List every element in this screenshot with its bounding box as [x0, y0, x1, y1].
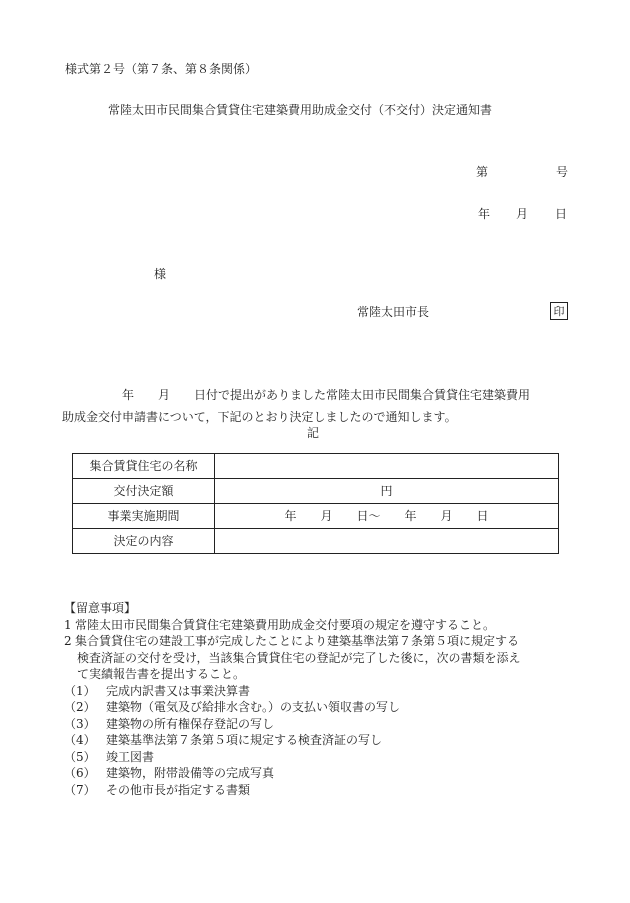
notes-heading-text: 【留意事項】 — [64, 601, 137, 615]
body-line-1: 年 月 日付で提出がありました常陸太田市民間集合賃貸住宅建築費用 — [62, 388, 531, 402]
decision-table — [72, 453, 559, 554]
list-marker: （7） — [64, 782, 96, 797]
list-marker: （1） — [64, 683, 96, 698]
list-item — [64, 782, 604, 799]
note-item-2-cont — [64, 650, 604, 667]
list-text: 建築物（電気及び給排水含む。）の支払い領収書の写し — [106, 700, 401, 714]
list-marker: （6） — [64, 766, 96, 780]
body-line-2: 助成金交付申請書について，下記のとおり決定しましたので通知します。 — [62, 410, 457, 424]
note-text: 検査済証の交付を受け，当該集合賃貸住宅の登記が完了した後に，次の書類を添え — [77, 650, 521, 665]
list-item — [64, 699, 604, 716]
note-item-2-cont — [64, 666, 604, 683]
note-text: 常陸太田市民間集合賃貸住宅建築費用助成金交付要項の規定を遵守すること。 — [75, 617, 496, 632]
list-item — [64, 749, 604, 766]
row-value-period: 年 月 日～ 年 月 日 — [215, 504, 559, 529]
table-row — [73, 529, 559, 554]
row-value-name — [215, 454, 559, 479]
list-item — [64, 683, 604, 700]
seal-mark: 印 — [550, 302, 568, 320]
notes-section — [64, 600, 604, 798]
list-marker: （5） — [64, 749, 96, 764]
body-text — [62, 384, 572, 428]
note-item-1 — [64, 617, 604, 634]
table-row — [73, 479, 559, 504]
row-value-amount: 円 — [215, 479, 559, 504]
doc-number-prefix: 第 — [476, 165, 489, 179]
addressee-suffix: 様 — [154, 267, 167, 281]
row-label-name: 集合賃貸住宅の名称 — [73, 454, 215, 479]
list-item — [64, 716, 604, 733]
list-text: 竣工図書 — [106, 749, 155, 764]
list-text: 建築物の所有権保存登記の写し — [106, 716, 275, 731]
note-text: て実績報告書を提出すること。 — [77, 667, 246, 681]
document-title: 常陸太田市民間集合賃貸住宅建築費用助成金交付（不交付）決定通知書 — [108, 103, 493, 117]
table-row — [73, 504, 559, 529]
issuer-name: 常陸太田市長 — [357, 305, 430, 319]
list-marker: （3） — [64, 716, 96, 731]
row-label-amount: 交付決定額 — [73, 479, 215, 504]
notes-heading — [64, 600, 604, 617]
table-row — [73, 454, 559, 479]
note-item-2 — [64, 633, 604, 650]
date-month: 月 — [516, 207, 529, 221]
date-year: 年 — [478, 207, 491, 221]
date-day: 日 — [555, 207, 568, 221]
row-label-period: 事業実施期間 — [73, 504, 215, 529]
note-marker: 2 — [64, 634, 72, 648]
list-marker: （2） — [64, 700, 96, 714]
list-item — [64, 732, 604, 749]
row-value-content — [215, 529, 559, 554]
list-text: その他市長が指定する書類 — [106, 782, 251, 797]
row-label-content: 決定の内容 — [73, 529, 215, 554]
list-text: 完成内訳書又は事業決算書 — [106, 683, 251, 698]
form-number: 様式第２号（第７条、第８条関係） — [65, 62, 258, 76]
list-item — [64, 765, 604, 782]
note-marker: 1 — [64, 617, 72, 632]
list-text: 建築基準法第７条第５項に規定する検査済証の写し — [106, 733, 383, 747]
list-marker: （4） — [64, 733, 96, 747]
note-text: 集合賃貸住宅の建設工事が完成したことにより建築基準法第７条第５項に規定する — [75, 634, 520, 648]
ki-heading: 記 — [307, 426, 320, 440]
doc-number-suffix: 号 — [556, 165, 569, 179]
list-text: 建築物，附帯設備等の完成写真 — [106, 766, 275, 780]
